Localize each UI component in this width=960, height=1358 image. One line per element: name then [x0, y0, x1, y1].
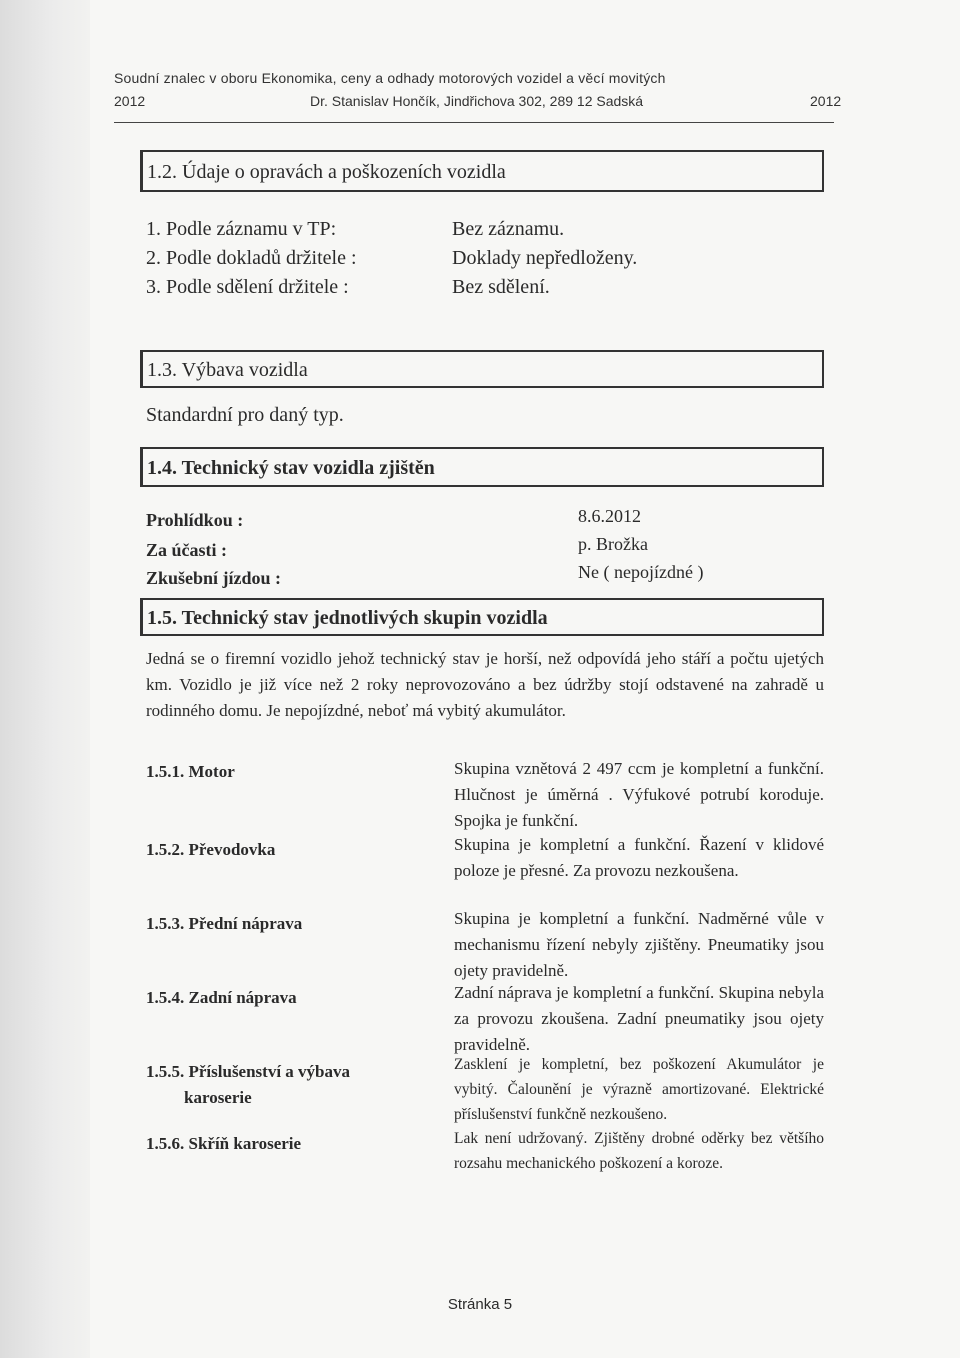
- page-number: Stránka 5: [447, 1296, 513, 1313]
- section-1-3-heading: 1.3. Výbava vozidla: [140, 350, 824, 388]
- group-motor-label: 1.5.1. Motor: [146, 762, 235, 781]
- test-drive-value: Ne ( nepojízdné ): [578, 562, 704, 582]
- group-front-axle-text: Skupina je kompletní a funkční. Nadměrné vůle v mechanismu řízení nebyly zjištěny. Pneumatiky jsou ojety pravidelně.: [454, 909, 824, 980]
- group-body-label: 1.5.6. Skříň karoserie: [146, 1134, 302, 1153]
- repair-statement-label: 3. Podle sdělení držitele :: [146, 276, 349, 298]
- group-accessories-label: 1.5.5. Příslušenství a výbava: [146, 1062, 351, 1081]
- header-expert-title: Soudní znalec v oboru Ekonomika, ceny a odhady motorových vozidel a věcí movitých: [114, 70, 666, 86]
- attendance-label: Za účasti :: [146, 540, 227, 560]
- repair-record-tp-value: Bez záznamu.: [452, 218, 565, 240]
- header-divider: [114, 122, 834, 123]
- header-year-right: 2012: [810, 93, 842, 109]
- group-front-axle-label: 1.5.3. Přední náprava: [146, 914, 303, 933]
- group-body-text: Lak není udržovaný. Zjištěny drobné oděrky bez většího rozsahu mechanického poškození a koroze.: [454, 1130, 824, 1172]
- inspection-label: Prohlídkou :: [146, 510, 244, 530]
- group-rear-axle-label: 1.5.4. Zadní náprava: [146, 988, 297, 1007]
- header-address: Dr. Stanislav Hončík, Jindřichova 302, 289 12 Sadská: [310, 93, 644, 109]
- repair-documents-label: 2. Podle dokladů držitele :: [146, 247, 357, 269]
- inspection-date: 8.6.2012: [578, 506, 641, 526]
- group-accessories-label-cont: karoserie: [184, 1088, 252, 1107]
- technical-state-intro: Jedná se o firemní vozidlo jehož technický stav je horší, než odpovídá jeho stáří a počtu ujetých km. Vozidlo je již více než 2 roky neprovozováno a bez údržby stojí odstavené na zahradě u rodinného domu. Je nepojízdné, neboť má vybitý akumulátor.: [146, 649, 824, 720]
- scan-gutter: [0, 0, 90, 1358]
- group-rear-axle-text: Zadní náprava je kompletní a funkční. Skupina nebyla za provozu zkoušena. Zadní pneumatiky jsou ojety pravidelně.: [454, 983, 824, 1054]
- repair-record-tp-label: 1. Podle záznamu v TP:: [146, 218, 337, 240]
- group-motor-text: Skupina vznětová 2 497 ccm je kompletní a funkční. Hlučnost je úměrná . Výfukové potrubí koroduje. Spojka je funkční.: [454, 759, 824, 830]
- section-1-5-heading: 1.5. Technický stav jednotlivých skupin vozidla: [140, 598, 824, 636]
- attendance-value: p. Brožka: [578, 534, 648, 554]
- group-gearbox-label: 1.5.2. Převodovka: [146, 840, 276, 859]
- repair-documents-value: Doklady nepředloženy.: [452, 247, 638, 269]
- equipment-text: Standardní pro daný typ.: [146, 404, 344, 426]
- section-1-2-heading: 1.2. Údaje o opravách a poškozeních vozidla: [140, 150, 824, 192]
- group-gearbox-text: Skupina je kompletní a funkční. Řazení v klidové poloze je přesné. Za provozu nezkoušena.: [454, 835, 824, 880]
- header-year-left: 2012: [114, 93, 146, 109]
- test-drive-label: Zkušební jízdou :: [146, 568, 282, 588]
- repair-statement-value: Bez sdělení.: [452, 276, 550, 298]
- group-accessories-text: Zasklení je kompletní, bez poškození Akumulátor je vybitý. Čalounění je výrazně amortizované. Elektrické příslušenství funkčně nezkoušeno.: [454, 1056, 824, 1123]
- section-1-4-heading: 1.4. Technický stav vozidla zjištěn: [140, 447, 824, 487]
